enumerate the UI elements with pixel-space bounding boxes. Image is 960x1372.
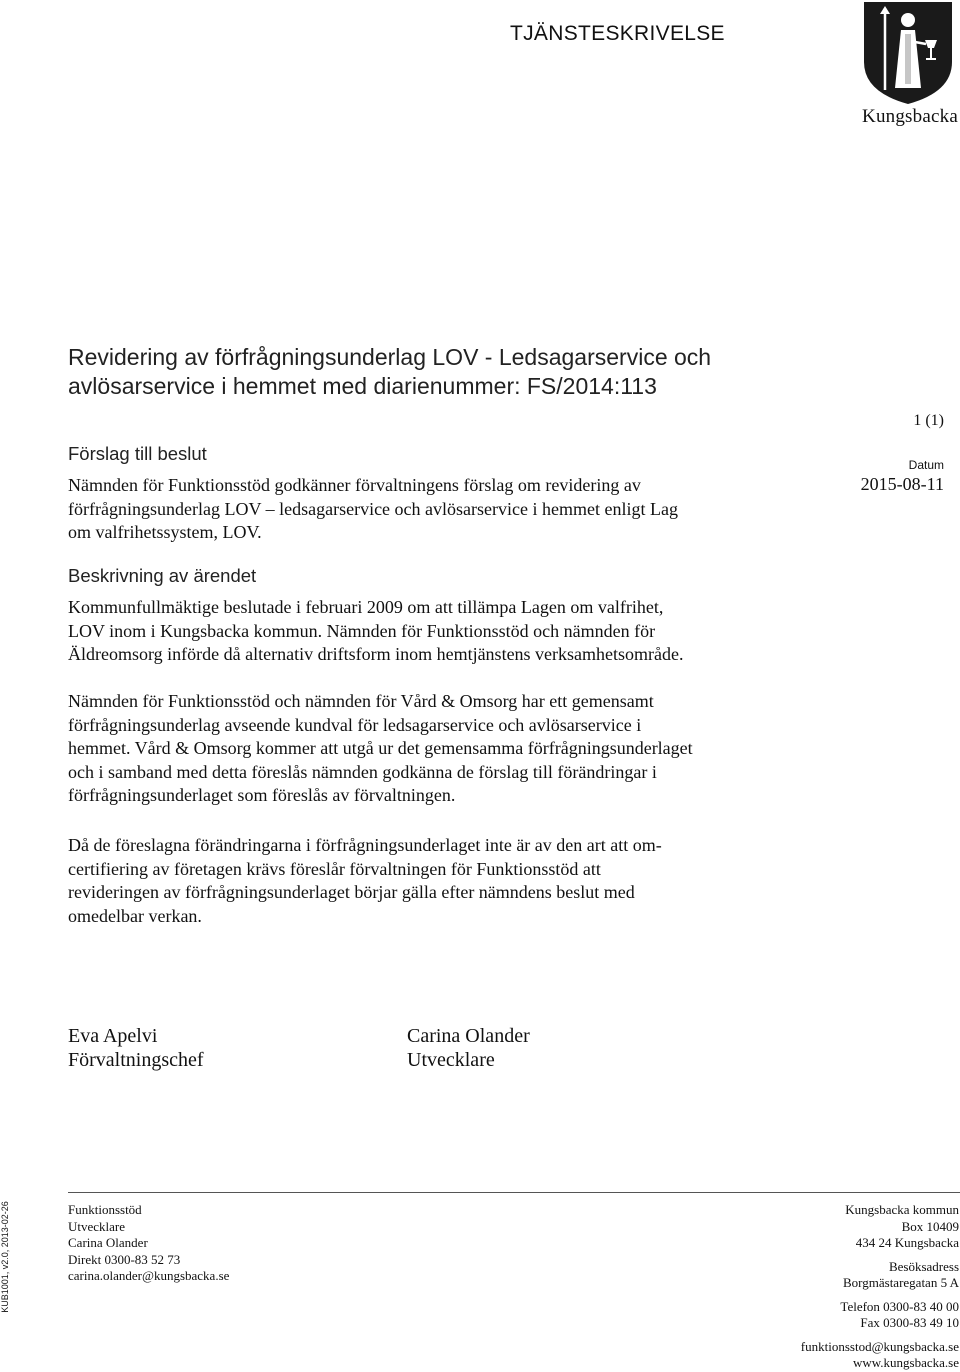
text-line: Kommunfullmäktige beslutade i februari 2009 om att tillämpa Lagen om valfrihet, bbox=[68, 597, 664, 617]
document-title bbox=[68, 343, 828, 401]
footer-direct-phone: Direkt 0300-83 52 73 bbox=[68, 1251, 181, 1267]
text-line: förfrågningsunderlag avseende kundval för ledsagarservice och avlösarservice i bbox=[68, 714, 642, 735]
page-number: 1 (1) bbox=[913, 412, 944, 429]
text-line: förfrågningsunderlaget som föreslås av förvaltningen. bbox=[68, 785, 456, 805]
footer-box: Box 10409 bbox=[901, 1218, 959, 1234]
section-heading-proposal: Förslag till beslut bbox=[68, 443, 207, 464]
proposal-paragraph bbox=[68, 474, 788, 545]
footer-contact-name: Carina Olander bbox=[68, 1235, 148, 1250]
title-line: Revidering av förfrågningsunderlag LOV - Ledsagarservice och bbox=[68, 344, 712, 370]
footer-department: Funktionsstöd bbox=[68, 1202, 142, 1217]
footer-visit-address: Borgmästaregatan 5 A bbox=[842, 1275, 959, 1290]
footer-phone: Telefon 0300-83 40 00 bbox=[840, 1298, 959, 1314]
text-line: om valfrihetssystem, LOV. bbox=[68, 522, 262, 542]
description-paragraph-1 bbox=[68, 596, 788, 667]
footer-website-link[interactable]: www.kungsbacka.se bbox=[852, 1355, 959, 1370]
footer-visit-label: Besöksadress bbox=[888, 1258, 959, 1274]
signatory-name: Eva Apelvi bbox=[68, 1025, 158, 1047]
footer-email-link[interactable]: funktionsstod@kungsbacka.se bbox=[800, 1338, 959, 1354]
text-line: förfrågningsunderlag LOV – ledsagarservice och avlösarservice i hemmet enligt Lag bbox=[68, 498, 678, 519]
date-value: 2015-08-11 bbox=[860, 474, 944, 494]
text-line: Nämnden för Funktionsstöd och nämnden för Vård & Omsorg har ett gemensamt bbox=[68, 691, 654, 711]
section-heading-description: Beskrivning av ärendet bbox=[68, 565, 257, 586]
signatory-role: Utvecklare bbox=[407, 1049, 495, 1071]
description-paragraph-2 bbox=[68, 690, 788, 808]
signature-block bbox=[407, 1024, 530, 1072]
description-paragraph-3 bbox=[68, 834, 768, 928]
text-line: och i samband med detta föreslås nämnden godkänna de förslag till förändringar i bbox=[68, 761, 657, 782]
text-line: Nämnden för Funktionsstöd godkänner förvaltningens förslag om revidering av bbox=[68, 475, 641, 495]
template-version-code: KUB1001, v2.0, 2013-02-26 bbox=[0, 1201, 10, 1313]
footer-email-link[interactable]: carina.olander@kungsbacka.se bbox=[68, 1268, 230, 1283]
document-type: TJÄNSTESKRIVELSE bbox=[510, 22, 725, 45]
signatory-role: Förvaltningschef bbox=[68, 1049, 204, 1071]
text-line: LOV inom i Kungsbacka kommun. Nämnden för Funktionsstöd och nämnden för bbox=[68, 620, 656, 641]
text-line: Äldreomsorg införde då alternativ driftsform inom hemtjänstens verksamhetsområde. bbox=[68, 644, 684, 664]
date-label: Datum bbox=[908, 458, 944, 472]
signatory-name: Carina Olander bbox=[407, 1025, 530, 1047]
text-line: hemmet. Vård & Omsorg kommer att utgå ur det gemensamma förfrågningsunderlaget bbox=[68, 738, 693, 758]
text-line: Då de föreslagna förändringarna i förfrågningsunderlaget inte är av den art att om- bbox=[68, 835, 662, 855]
title-line: avlösarservice i hemmet med diarienummer: FS/2014:113 bbox=[68, 373, 657, 399]
footer-postcode: 434 24 Kungsbacka bbox=[855, 1235, 959, 1250]
footer-contact bbox=[68, 1202, 229, 1285]
footer-divider bbox=[68, 1192, 960, 1193]
text-line: revideringen av förfrågningsunderlaget börjar gälla efter nämndens beslut med bbox=[68, 882, 635, 902]
signature-block bbox=[68, 1024, 204, 1072]
footer-address bbox=[740, 1202, 959, 1372]
footer-title: Utvecklare bbox=[68, 1218, 126, 1234]
text-line: certifiering av företagen krävs föreslår förvaltningen för Funktionsstöd att bbox=[68, 858, 601, 879]
logo-wordmark: Kungsbacka bbox=[862, 106, 958, 127]
footer-org: Kungsbacka kommun bbox=[845, 1202, 959, 1217]
footer-fax: Fax 0300-83 49 10 bbox=[860, 1315, 959, 1330]
text-line: omedelbar verkan. bbox=[68, 905, 202, 926]
